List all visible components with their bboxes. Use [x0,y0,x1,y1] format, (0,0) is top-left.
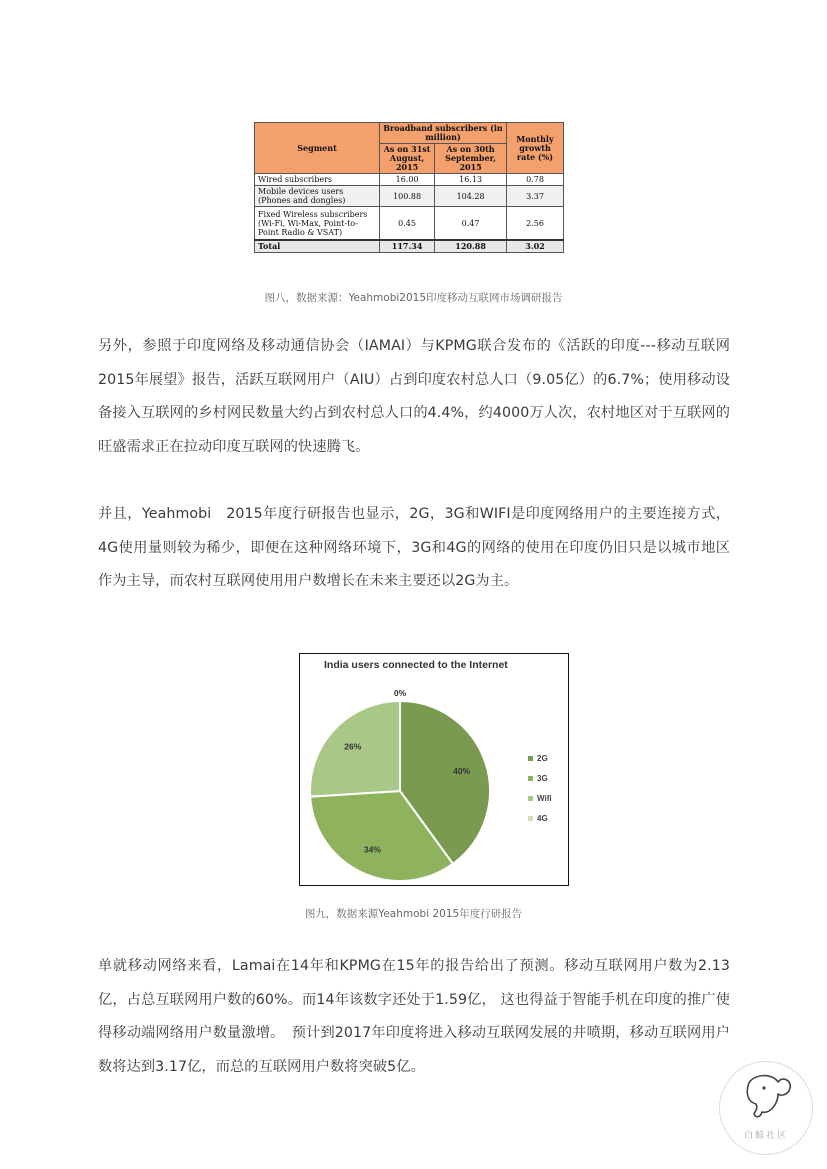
aug-cell: 0.45 [380,207,435,241]
table-row [255,174,564,186]
segment-cell: Total [255,240,380,253]
segment-cell: Fixed Wireless subscribers (Wi-Fi, Wi-Max, Point-to-Point Radio & VSAT) [255,207,380,241]
growth-cell: 0.78 [507,174,564,186]
aug-cell: 100.88 [380,186,435,207]
table-row-total [255,240,564,253]
paragraph-2: 并且，Yeahmobi 2015年度行研报告也显示，2G，3G和WIFI是印度网络用户的主要连接方式，4G使用量则较为稀少，即便在这种网络环境下，3G和4G的网络的使用在印度仍旧只是以城市地区作为主导，而农村互联网使用用户数增长在未来主要还以2G为主。 [98,506,730,589]
whale-icon [720,1062,812,1132]
legend-swatch-2g [528,756,533,761]
watermark-text: 白鲸社区 [743,1131,788,1141]
aug-cell: 16.00 [380,174,435,186]
pie-chart [300,654,568,885]
legend-swatch-4g [528,816,533,821]
segment-cell: Wired subscribers [255,174,380,186]
table-row [255,186,564,207]
pie-label-wifi: 26% [344,741,362,752]
watermark-logo [719,1061,813,1155]
header-growth: Monthly growth rate (%) [507,123,564,174]
figure-caption-9: 图九，数据来源Yeahmobi 2015年度行研报告 [304,908,523,920]
segment-cell: Mobile devices users (Phones and dongles) [255,186,380,207]
header-aug: As on 31st August, 2015 [380,144,435,174]
paragraph-1: 另外，参照于印度网络及移动通信协会（IAMAI）与KPMG联合发布的《活跃的印度---移动互联网2015年展望》报告，活跃互联网用户（AIU）占到印度农村总人口（9.05亿）的6.7%；使用移动设备接入互联网的乡村网民数量大约占到农村总人口的4.4%，约4000万人次，农村地区对于互联网的旺盛需求正在拉动印度互联网的快速腾飞。 [98,338,730,455]
paragraph-3: 单就移动网络来看，Lamai在14年和KPMG在15年的报告给出了预测。移动互联网用户数为2.13亿，占总互联网用户数的60%。而14年该数字还处于1.59亿， 这也得益于智能手机在印度的推广使得移动端网络用户数量激增。 预计到2017年印度将进入移动互联网发展的井喷期，移动互联网用户数将达到3.17亿，而总的互联网用户数将突破5亿。 [98,958,730,1075]
sep-cell: 16.13 [435,174,507,186]
legend-label-wifi: Wifi [537,794,552,803]
sep-cell: 0.47 [435,207,507,241]
header-sep: As on 30th September, 2015 [435,144,507,174]
growth-cell: 2.56 [507,207,564,241]
sep-cell: 104.28 [435,186,507,207]
pie-label-4g: 0% [393,688,407,698]
header-broadband: Broadband subscribers (in million) [380,123,507,144]
aug-cell: 117.34 [380,240,435,253]
sep-cell: 120.88 [435,240,507,253]
table-row [255,207,564,241]
chart-title: India users connected to the Internet [324,659,508,671]
growth-cell: 3.37 [507,186,564,207]
pie-chart-figure [299,653,569,886]
growth-cell: 3.02 [507,240,564,253]
legend-label-3g: 3G [537,774,548,783]
legend-swatch-3g [528,776,533,781]
header-segment: Segment [255,123,380,174]
legend-swatch-wifi [528,796,533,801]
figure-caption-8: 图八，数据来源：Yeahmobi2015印度移动互联网市场调研报告 [264,292,563,304]
broadband-table-figure [254,122,564,253]
pie-label-3g: 34% [363,844,381,855]
legend-label-4g: 4G [537,814,548,823]
pie-label-2g: 40% [453,765,471,776]
broadband-subscribers-table [254,122,564,253]
legend-label-2g: 2G [537,754,548,763]
